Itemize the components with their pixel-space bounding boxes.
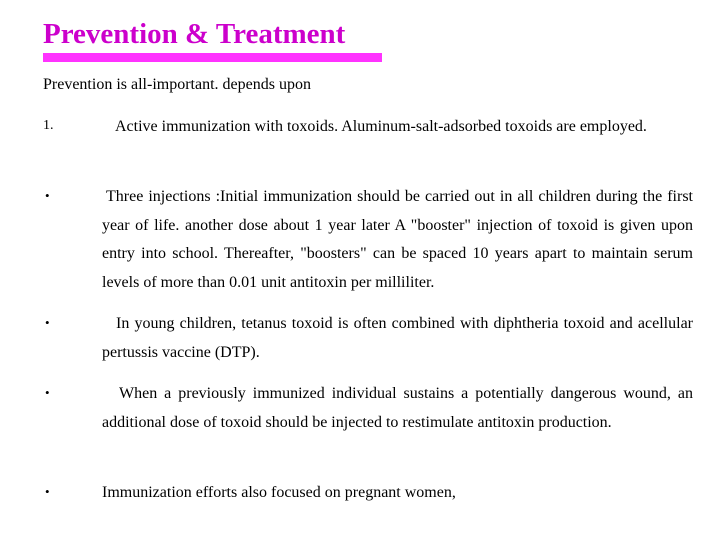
intro-text: Prevention is all-important. depends upon [43, 76, 311, 93]
bullet-marker: • [45, 315, 50, 330]
list-item [43, 113, 693, 142]
list-item-text: When a previously immunized individual sustains a potentially dangerous wound, an additional dose of toxoid should be injected to restimulate antitoxin production. [102, 385, 693, 431]
list-item-text: Immunization efforts also focused on pregnant women, [102, 484, 456, 501]
list-item [43, 479, 693, 508]
list-item-text: Active immunization with toxoids. Aluminum-salt-adsorbed toxoids are employed. [115, 118, 647, 135]
slide-title: Prevention & Treatment [43, 18, 346, 50]
list-number: 1. [43, 118, 54, 133]
list-item [43, 310, 693, 367]
list-item [43, 380, 693, 437]
list-item-text: In young children, tetanus toxoid is often combined with diphtheria toxoid and acellular pertussis vaccine (DTP). [102, 315, 693, 361]
title-underline [43, 53, 382, 62]
list-item-text: Three injections :Initial immunization should be carried out in all children during the first year of life. another dose about 1 year later A "booster" injection of toxoid is given upon entry into school. Thereafter, "boosters" can be spaced 10 years apart to maintain serum levels of more than 0.01 unit antitoxin per milliliter. [102, 188, 693, 291]
list-item [43, 183, 693, 297]
bullet-marker: • [45, 188, 50, 203]
bullet-marker: • [45, 385, 50, 400]
bullet-marker: • [45, 484, 50, 499]
